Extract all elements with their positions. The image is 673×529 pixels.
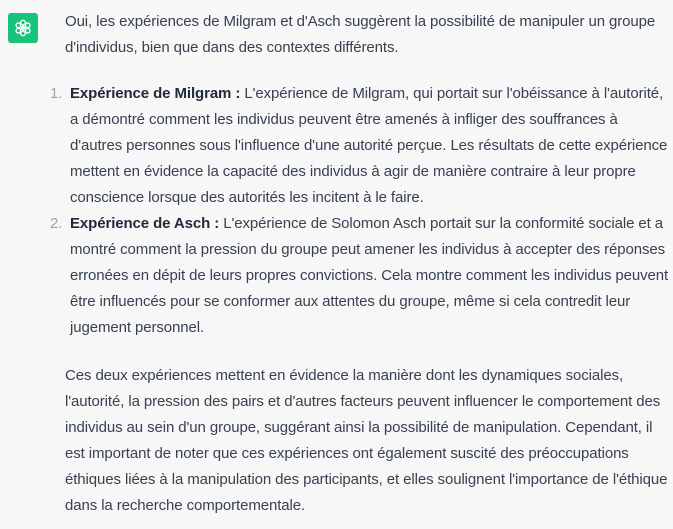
list-item-text: L'expérience de Milgram, qui portait sur l'obéissance à l'autorité, a démontré comment les individus peuvent être amenés à infliger des souffrances à d'autres personnes sous l'influence d'une autorité perçue. Les résultats de cette expérience mettent en évidence la capacité des individus à agir de manière contraire à leur propre conscience lorsque des autorités les incitent à le faire.: [70, 85, 668, 206]
list-item: [50, 211, 669, 341]
list-item-title: Expérience de Milgram :: [70, 85, 241, 102]
list-item-number: 2.: [50, 215, 63, 232]
list-item-text: L'expérience de Solomon Asch portait sur la conformité sociale et a montré comment la pression du groupe peut amener les individus à accepter des réponses erronées en dépit de leurs propres convictions. Cela montre comment les individus peuvent être influencés pour se conformer aux attentes du groupe, même si cela contredit leur jugement personnel.: [70, 215, 669, 336]
list-item: [50, 81, 669, 211]
numbered-list: [50, 81, 669, 341]
outro-paragraph: Ces deux expériences mettent en évidence la manière dont les dynamiques sociales, l'autorité, la pression des pairs et d'autres facteurs peuvent influencer le comportement des individus au sein d'un groupe, suggérant ainsi la possibilité de manipulation. Cependant, il est important de noter que ces expériences ont également suscité des préoccupations éthiques liées à la manipulation des participants, et elles soulignent l'importance de l'éthique dans la recherche comportementale.: [65, 367, 668, 514]
list-item-number: 1.: [50, 85, 63, 102]
assistant-avatar: [8, 13, 38, 43]
list-item-title: Expérience de Asch :: [70, 215, 220, 232]
message-content: [50, 9, 669, 519]
openai-logo-icon: [13, 18, 33, 38]
intro-paragraph: Oui, les expériences de Milgram et d'Asch suggèrent la possibilité de manipuler un groupe d'individus, bien que dans des contextes différents.: [65, 13, 656, 56]
